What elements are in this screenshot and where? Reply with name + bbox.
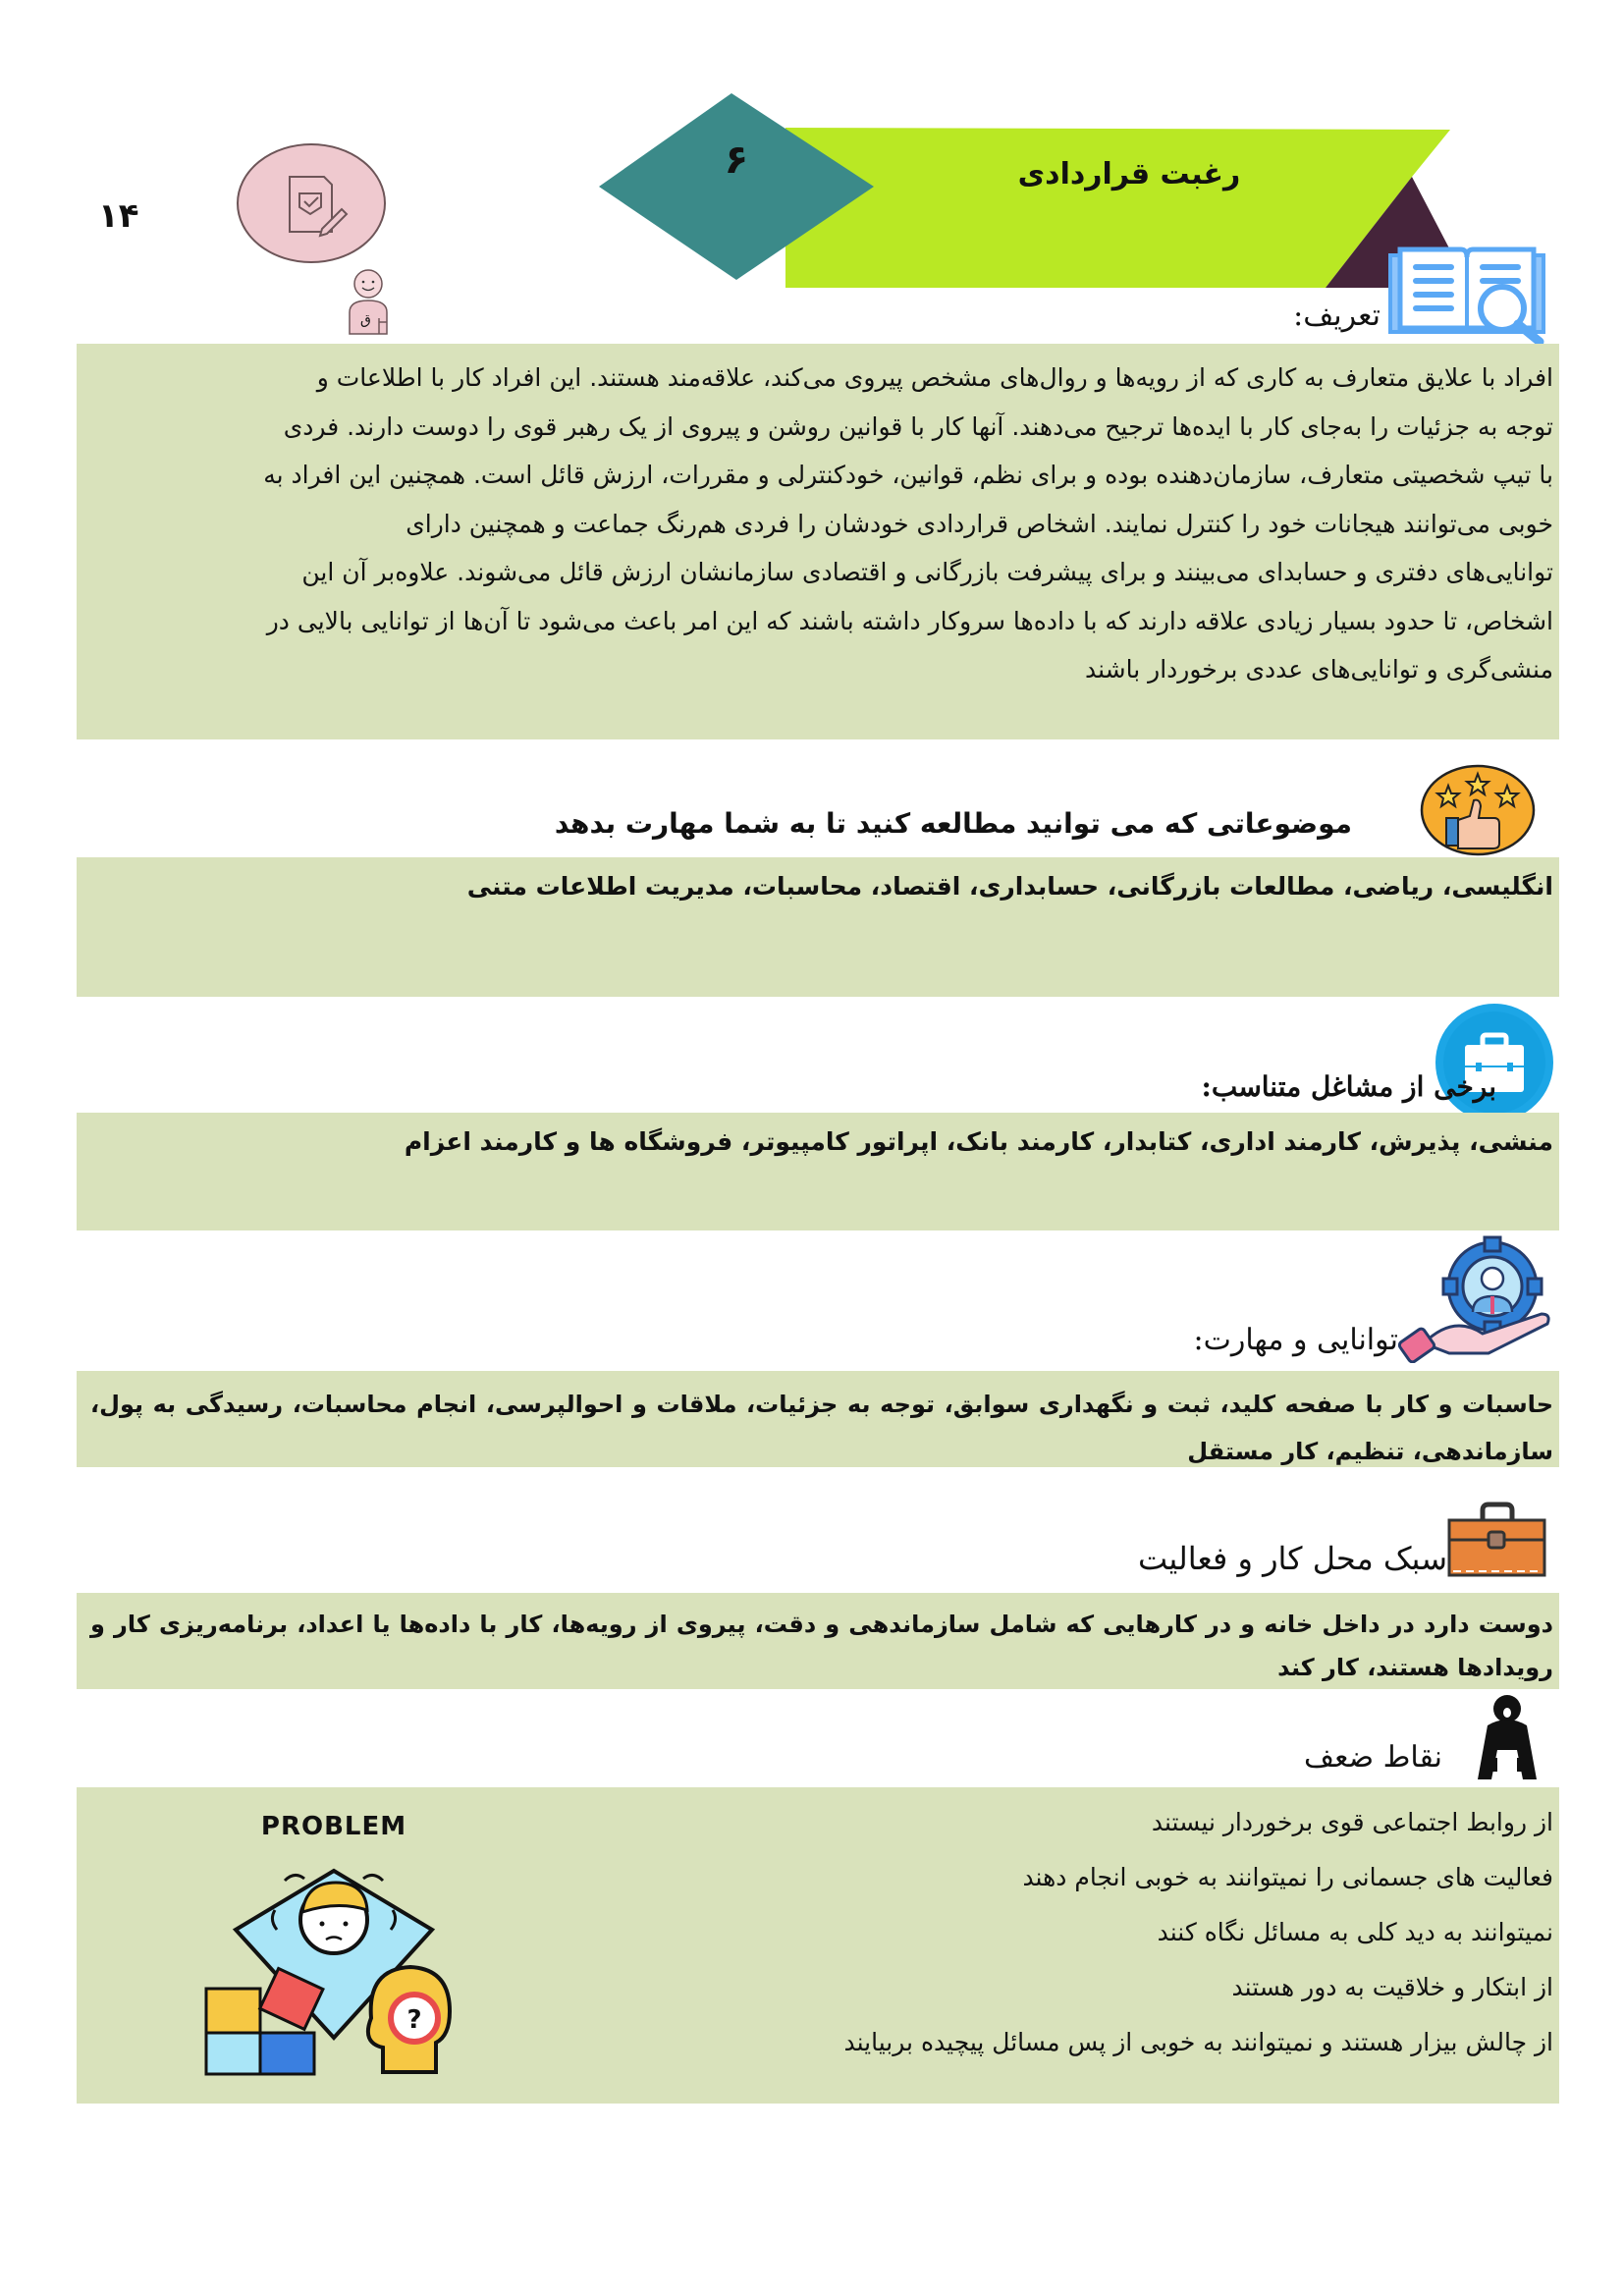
section-heading-skills: توانایی و مهارت: xyxy=(1193,1323,1398,1357)
definition-line: توجه به جزئیات را به‌جای کار با ایده‌ها ترجیح می‌دهند. آنها کار با قوانین روشن و پیروی از یک رهبر قوی را دوست دارند. فردی xyxy=(283,411,1553,441)
chapter-title: رغبت قراردادی xyxy=(1017,157,1241,191)
gear-person-hand-icon xyxy=(1394,1235,1551,1363)
weakness-item: از چالش بیزار هستند و نمیتوانند به خوبی از پس مسائل پیچیده بربیایند xyxy=(843,2028,1553,2056)
workstyle-panel xyxy=(77,1593,1559,1689)
definition-panel xyxy=(77,344,1559,739)
briefcase-circle-icon xyxy=(1434,1002,1556,1124)
problem-label: PROBLEM xyxy=(260,1812,407,1841)
problem-puzzle-illustration xyxy=(196,1812,471,2077)
chapter-number: ۶ xyxy=(724,137,749,183)
section-heading-jobs: برخی از مشاغل متناسب: xyxy=(1201,1070,1496,1103)
jobs-text: منشی، پذیرش، کارمند اداری، کتابدار، کارمند بانک، اپراتور کامپیوتر، فروشگاه ها و کارمند اعزام xyxy=(404,1127,1553,1156)
definition-line: خوبی می‌توانند هیجانات خود را کنترل نمایند. اشخاص قراردادی خودشان را فردی هم‌رنگ جماعت و همچنین دارای xyxy=(406,509,1553,538)
weakness-item: از روابط اجتماعی قوی برخوردار نیستند xyxy=(1151,1808,1553,1836)
definition-line: منشی‌گری و توانایی‌های عددی برخوردار باشند xyxy=(1085,655,1553,683)
definition-line: توانایی‌های دفتری و حسابدای می‌بینند و برای پیشرفت بازرگانی و اقتصادی سازمانشان ارزش قائل می‌شوند. علاوه‌بر آن این xyxy=(301,558,1553,586)
weakness-item: نمیتوانند به دید کلی به مسائل نگاه کنند xyxy=(1157,1918,1553,1946)
skills-line: سازماندهی، تنظیم، کار مستقل xyxy=(1187,1438,1553,1465)
workstyle-line: رویدادها هستند، کار کند xyxy=(1277,1654,1553,1681)
stressed-person-icon xyxy=(1458,1691,1556,1784)
weakness-item: از ابتکار و خلاقیت به دور هستند xyxy=(1231,1973,1553,2001)
section-heading-workstyle: سبک محل کار و فعالیت xyxy=(1137,1540,1447,1577)
avatar-letter: ق xyxy=(360,312,371,328)
definition-line: با تیپ شخصیتی متعارف، سازمان‌دهنده بوده و برای نظم، قوانین، خودکنترلی و مقررات، ارزش قائل است. همچنین این افراد به xyxy=(263,461,1553,489)
document-check-pencil-icon xyxy=(236,142,388,265)
weakness-item: فعالیت های جسمانی را نمیتوانند به خوبی انجام دهند xyxy=(1022,1863,1553,1891)
section-heading-definition: تعریف: xyxy=(1293,299,1380,333)
definition-line: افراد با علایق متعارف به کاری که از رویه‌ها و روال‌های مشخص پیروی می‌کند، علاقه‌مند هستند. این افراد کار با اطلاعات و xyxy=(316,363,1553,392)
workstyle-line: دوست دارد در داخل خانه و در کارهایی که شامل سازماندهی و دقت، پیروی از رویه‌ها، کار با داده‌ها یا اعداد، برنامه‌ریزی کار و xyxy=(90,1611,1553,1638)
subjects-panel xyxy=(77,857,1559,997)
book-magnifier-icon xyxy=(1384,244,1561,347)
person-avatar-icon xyxy=(344,267,393,336)
briefcase-icon xyxy=(1445,1501,1548,1579)
jobs-panel xyxy=(77,1113,1559,1230)
skills-line: حاسبات و کار با صفحه کلید، ثبت و نگهداری سوابق، توجه به جزئیات، ملاقات و احوالپرسی، انجام محاسبات، رسیدگی به پول، xyxy=(90,1391,1553,1418)
svg-text:?: ? xyxy=(406,2005,422,2035)
skills-panel xyxy=(77,1371,1559,1467)
page-number: ۱۴ xyxy=(98,196,139,236)
definition-line: اشخاص، تا حدود بسیار زیادی علاقه دارند که با داده‌ها سروکار داشته باشند که این امر باعث می‌شود تا آن‌ها از توانایی بالایی در xyxy=(266,606,1553,635)
section-heading-weaknesses: نقاط ضعف xyxy=(1304,1740,1442,1775)
section-heading-subjects: موضوعاتی که می توانید مطالعه کنید تا به شما مهارت بدهد xyxy=(554,807,1352,840)
thumbs-up-stars-icon xyxy=(1419,764,1537,857)
subjects-text: انگلیسی، ریاضی، مطالعات بازرگانی، حسابداری، اقتصاد، محاسبات، مدیریت اطلاعات متنی xyxy=(466,872,1553,901)
